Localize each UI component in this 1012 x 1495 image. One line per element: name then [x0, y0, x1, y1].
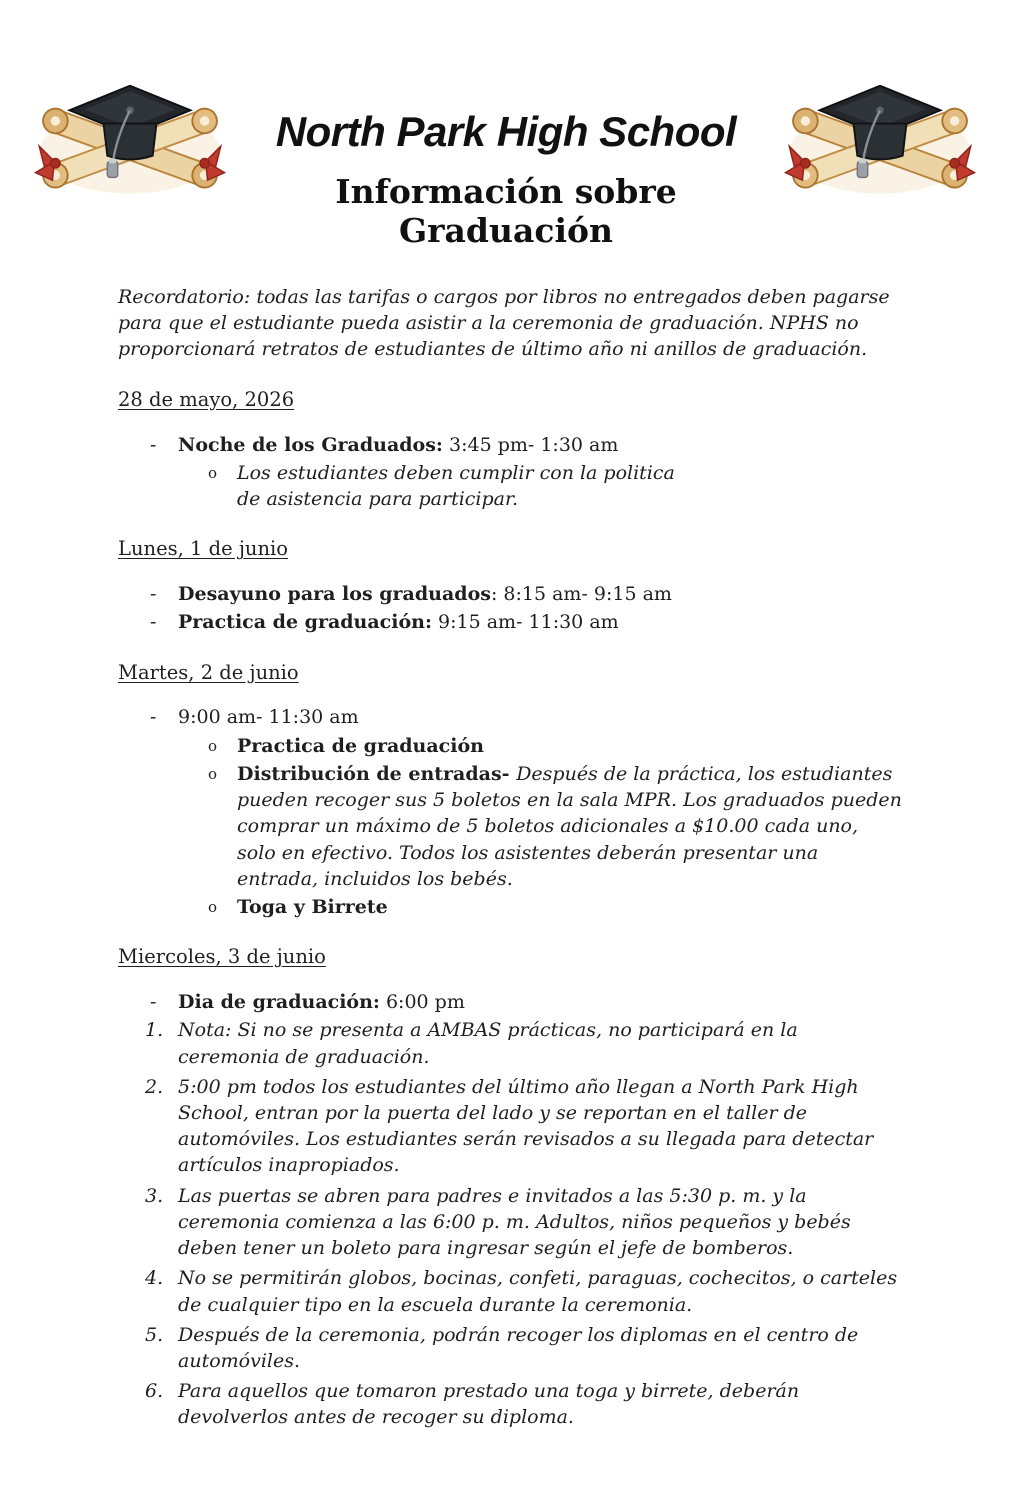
sub-event-line — [237, 733, 902, 759]
section-heading-lunes-1-junio: Lunes, 1 de junio — [118, 537, 288, 561]
page-title: Información sobre Graduación — [335, 172, 677, 250]
item-number: 4. — [145, 1267, 164, 1290]
numbered-text: Las puertas se abren para padres e invitados a las 5:30 p. m. y la ceremonia comienza a las 6:00 p. m. Adultos, niños pequeños y bebés deben tener un boleto para ingresar según el jefe de bomberos. — [178, 1184, 851, 1260]
item-number: 1. — [145, 1019, 164, 1042]
list-item-martes-time — [118, 704, 902, 730]
section-heading-28-mayo: 28 de mayo, 2026 — [118, 387, 295, 411]
event-time: : 8:15 am- 9:15 am — [490, 583, 672, 606]
event-label: Noche de los Graduados: — [178, 433, 443, 456]
item-number: 2. — [145, 1075, 164, 1098]
dash-marker: - — [150, 706, 157, 729]
sub-list-item-distribucion-entradas — [118, 761, 902, 892]
numbered-item-1 — [118, 1017, 902, 1069]
numbered-item-6 — [118, 1378, 902, 1430]
event-line — [178, 432, 902, 458]
sub-event-label: Distribución de entradas — [237, 762, 502, 785]
grad-cap-diplomas-left-image — [26, 80, 236, 203]
list-item-practica-lunes — [118, 609, 902, 635]
event-label: Practica de graduación: — [178, 611, 432, 634]
circle-marker: o — [208, 463, 218, 482]
list-item-noche-graduados — [118, 432, 902, 458]
event-label: Dia de graduación: — [178, 991, 380, 1014]
item-number: 6. — [145, 1380, 164, 1403]
time-range: 9:00 am- 11:30 am — [178, 706, 359, 729]
event-time: 9:15 am- 11:30 am — [431, 611, 619, 634]
sub-event-label: Practica de graduación — [237, 734, 484, 757]
sub-list-item-attendance-note — [118, 460, 902, 512]
item-number: 5. — [145, 1323, 164, 1346]
sub-event-line — [237, 894, 902, 920]
dash-marker: - — [150, 991, 157, 1014]
circle-marker: o — [208, 898, 218, 916]
numbered-text: No se permitirán globos, bocinas, confeti, paraguas, cochecitos, o carteles de cualquier tipo en la escuela durante la ceremonia. — [178, 1267, 898, 1316]
sub-list-item-toga-birrete — [118, 894, 902, 920]
event-line — [178, 989, 902, 1015]
reminder-paragraph: Recordatorio: todas las tarifas o cargos por libros no entregados deben pagarse para que el estudiante pueda asistir a la ceremonia de graduación. NPHS no proporcionará retratos de estudiantes de último año ni anillos de graduación. — [118, 286, 890, 361]
circle-marker: o — [208, 764, 218, 783]
sub-event-label: Toga y Birrete — [237, 896, 388, 918]
list-item-desayuno — [118, 581, 902, 607]
circle-marker: o — [208, 736, 218, 755]
numbered-item-2 — [118, 1074, 902, 1179]
event-time: 3:45 pm- 1:30 am — [442, 433, 619, 456]
label-dash: - — [501, 762, 517, 785]
numbered-item-5 — [118, 1322, 902, 1374]
sub-event-line — [237, 761, 902, 892]
grad-cap-diplomas-right-image — [776, 80, 986, 203]
event-label: Desayuno para los graduados — [178, 583, 491, 606]
section-heading-miercoles-3-junio: Miercoles, 3 de junio — [118, 945, 326, 969]
numbered-item-3 — [118, 1183, 902, 1262]
item-number: 3. — [145, 1184, 164, 1207]
sub-event-note: Después de la práctica, los estudiantes pueden recoger sus 5 boletos en la sala MPR. Los graduados pueden comprar un máximo de 5 boletos adicionales a $10.00 cada uno, solo en efectivo. Todos los asistentes deberán presentar una entrada, incluidos los bebés. — [237, 762, 902, 890]
event-line — [178, 581, 902, 607]
school-name: North Park High School — [275, 108, 737, 155]
title-block — [236, 80, 776, 250]
numbered-text: Nota: Si no se presenta a AMBAS prácticas, no participará en la ceremonia de graduación. — [178, 1019, 798, 1068]
section-heading-martes-2-junio: Martes, 2 de junio — [118, 660, 299, 684]
numbered-text: Para aquellos que tomaron prestado una toga y birrete, deberán devolverlos antes de recoger su diploma. — [178, 1380, 800, 1429]
event-line — [178, 609, 902, 635]
numbered-text: Después de la ceremonia, podrán recoger los diplomas en el centro de automóviles. — [178, 1323, 859, 1372]
numbered-item-4 — [118, 1265, 902, 1317]
dash-marker: - — [150, 583, 157, 606]
list-item-dia-graduacion — [118, 989, 902, 1015]
dash-marker: - — [150, 611, 157, 634]
sub-note: Los estudiantes deben cumplir con la politica de asistencia para participar. — [237, 461, 675, 510]
event-time: 6:00 pm — [379, 991, 465, 1014]
dash-marker: - — [150, 433, 157, 456]
numbered-text: 5:00 pm todos los estudiantes del último año llegan a North Park High School, entran por la puerta del lado y se reportan en el taller de automóviles. Los estudiantes serán revisados a su llegada para detectar artículos inapropiados. — [178, 1075, 874, 1177]
document-header — [0, 0, 1012, 250]
document-body — [0, 250, 1012, 1495]
sub-list-item-practica — [118, 733, 902, 759]
